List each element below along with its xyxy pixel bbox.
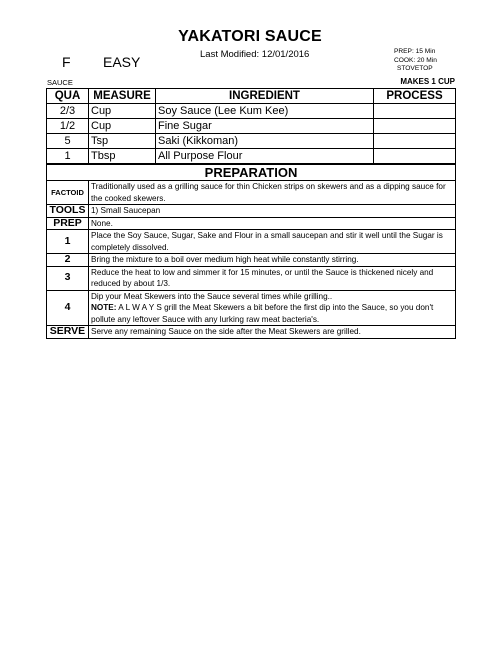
factoid-label: FACTOID xyxy=(47,181,89,205)
step-text: Bring the mixture to a boil over medium high heat while constantly stirring. xyxy=(89,254,456,267)
ingredient-name: Fine Sugar xyxy=(156,119,374,134)
factoid-text: Traditionally used as a grilling sauce for thin Chicken strips on skewers and as a dipping sauce for the cooked skewers. xyxy=(89,181,456,205)
difficulty-label: EASY xyxy=(103,54,141,70)
column-header-measure: MEASURE xyxy=(89,89,156,104)
step-row xyxy=(47,290,456,326)
ingredient-qty: 1/2 xyxy=(47,119,89,134)
ingredient-measure: Cup xyxy=(89,104,156,119)
step-text: Dip your Meat Skewers into the Sauce several times while grilling.. xyxy=(91,291,333,301)
ingredient-process xyxy=(374,104,456,119)
note-text: A L W A Y S grill the Meat Skewers a bit before the first dip into the Sauce, so you don't pollute any leftover Sauce with any lurking raw meat bacteria's. xyxy=(91,303,434,324)
yield-label: MAKES 1 CUP xyxy=(400,77,455,86)
ingredient-measure: Tsp xyxy=(89,134,156,149)
tools-label: TOOLS xyxy=(47,205,89,218)
preparation-header-row xyxy=(47,165,456,181)
ingredient-qty: 1 xyxy=(47,149,89,164)
serve-label: SERVE xyxy=(47,326,89,339)
step-text: Reduce the heat to low and simmer it for 15 minutes, or until the Sauce is thickened nicely and reduced by about 1/3. xyxy=(89,266,456,290)
prep-time: PREP: 15 Min xyxy=(394,48,436,55)
table-row xyxy=(47,119,456,134)
ingredient-qty: 2/3 xyxy=(47,104,89,119)
step-row xyxy=(47,230,456,254)
ingredient-measure: Cup xyxy=(89,119,156,134)
table-row xyxy=(47,149,456,164)
step-number: 3 xyxy=(47,266,89,290)
ingredients-header-row xyxy=(47,89,456,104)
cook-time: COOK: 20 Min xyxy=(394,56,437,64)
column-header-ingredient: INGREDIENT xyxy=(156,89,374,104)
ingredient-name: All Purpose Flour xyxy=(156,149,374,164)
step-row xyxy=(47,266,456,290)
ingredient-process xyxy=(374,149,456,164)
step-number: 2 xyxy=(47,254,89,267)
step-text: Place the Soy Sauce, Sugar, Sake and Flour in a small saucepan and stir it well until the Sugar is completely dissolved. xyxy=(89,230,456,254)
ingredient-name: Soy Sauce (Lee Kum Kee) xyxy=(156,104,374,119)
ingredients-table xyxy=(46,88,456,164)
last-modified: Last Modified: 12/01/2016 xyxy=(200,49,310,60)
ingredient-measure: Tbsp xyxy=(89,149,156,164)
recipe-title: YAKATORI SAUCE xyxy=(178,28,322,45)
serve-text: Serve any remaining Sauce on the side after the Meat Skewers are grilled. xyxy=(89,326,456,339)
ingredient-name: Saki (Kikkoman) xyxy=(156,134,374,149)
recipe-category: SAUCE xyxy=(47,78,73,87)
step-text-cell xyxy=(89,290,456,326)
step-note xyxy=(91,302,453,325)
note-label: NOTE: xyxy=(91,303,117,312)
grade-label: F xyxy=(62,54,71,70)
prep-label: PREP xyxy=(47,217,89,230)
step-number: 1 xyxy=(47,230,89,254)
column-header-qty: QUA xyxy=(47,89,89,104)
factoid-row xyxy=(47,181,456,205)
cook-method: STOVETOP xyxy=(397,65,433,73)
ingredient-process xyxy=(374,119,456,134)
preparation-table xyxy=(46,164,456,339)
time-info xyxy=(394,48,437,74)
table-row xyxy=(47,134,456,149)
table-row xyxy=(47,104,456,119)
prep-row xyxy=(47,217,456,230)
column-header-process: PROCESS xyxy=(374,89,456,104)
prep-text: None. xyxy=(89,217,456,230)
step-row xyxy=(47,254,456,267)
tools-row xyxy=(47,205,456,218)
preparation-heading: PREPARATION xyxy=(47,165,456,181)
tools-text: 1) Small Saucepan xyxy=(89,205,456,218)
step-number: 4 xyxy=(47,290,89,326)
serve-row xyxy=(47,326,456,339)
ingredient-process xyxy=(374,134,456,149)
ingredient-qty: 5 xyxy=(47,134,89,149)
